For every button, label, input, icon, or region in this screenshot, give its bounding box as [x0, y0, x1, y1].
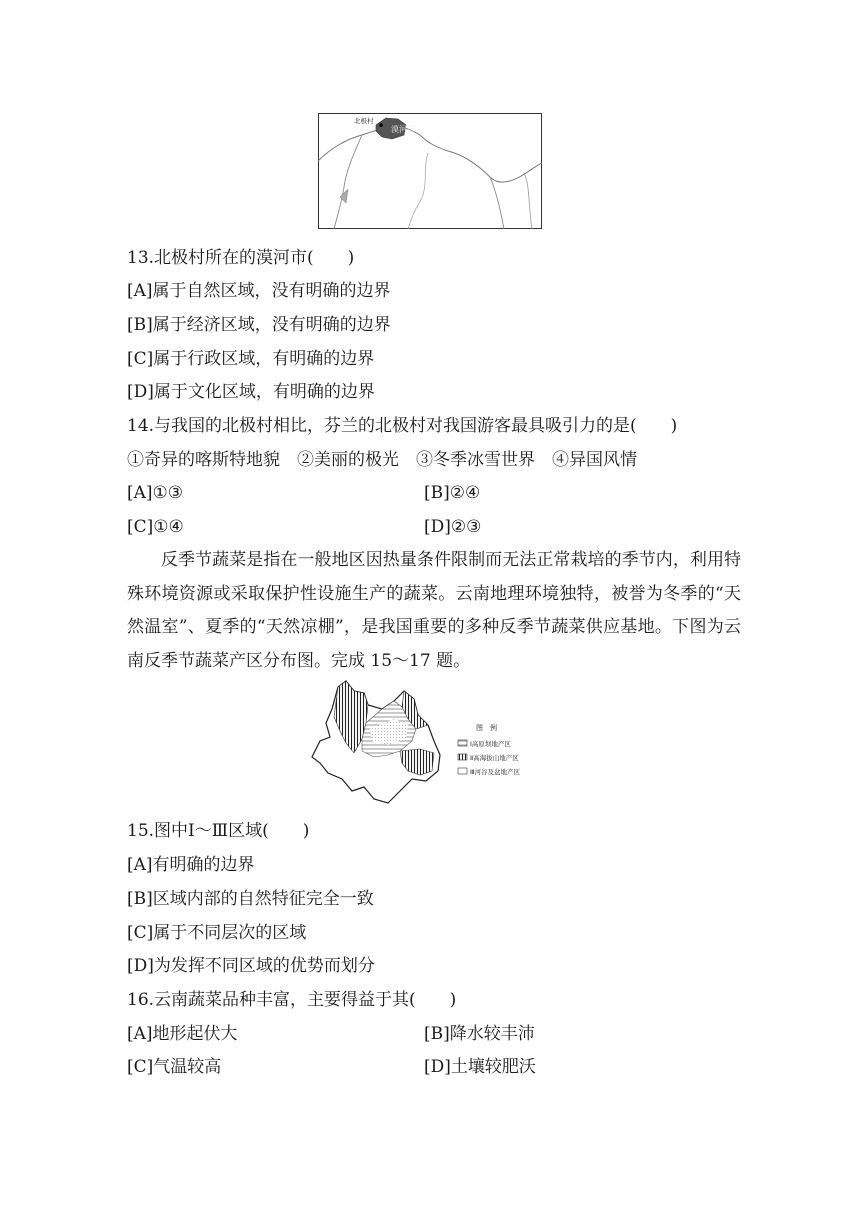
q13-stem: 13.北极村所在的漠河市( ) [127, 248, 355, 268]
legend-label-3: Ⅲ河谷及盆地产区 [470, 768, 520, 776]
yunnan-map [308, 679, 552, 809]
legend-title: 图 例 [476, 724, 497, 732]
q14-option-b[interactable]: [B]②④ [424, 483, 481, 503]
q14-option-c[interactable]: [C]①④ [127, 517, 184, 537]
q13-option-c[interactable]: [C]属于行政区域，有明确的边界 [127, 349, 375, 369]
q14-items: ①奇异的喀斯特地貌 ②美丽的极光 ③冬季冰雪世界 ④异国风情 [127, 450, 637, 470]
q15-option-a[interactable]: [A]有明确的边界 [127, 855, 255, 875]
label-beiji-village: 北极村 [354, 117, 374, 125]
legend-label-1: Ⅰ高原坝地产区 [470, 740, 511, 748]
q16-option-a[interactable]: [A]地形起伏大 [127, 1024, 238, 1044]
legend-swatch-3 [458, 768, 467, 774]
q14-option-d[interactable]: [D]②③ [424, 517, 482, 537]
q15-option-b[interactable]: [B]区域内部的自然特征完全一致 [127, 889, 374, 909]
q13-option-b[interactable]: [B]属于经济区域，没有明确的边界 [127, 315, 391, 335]
q16-stem: 16.云南蔬菜品种丰富，主要得益于其( ) [127, 990, 457, 1010]
q15-option-d[interactable]: [D]为发挥不同区域的优势而划分 [127, 956, 375, 976]
legend-swatch-2 [458, 754, 467, 760]
q16-option-c[interactable]: [C]气温较高 [127, 1057, 222, 1077]
q14-stem: 14.与我国的北极村相比，芬兰的北极村对我国游客最具吸引力的是( ) [127, 416, 678, 436]
q16-option-d[interactable]: [D]土壤较肥沃 [424, 1057, 536, 1077]
legend-label-2: Ⅱ高海拔山地产区 [470, 754, 519, 762]
q15-stem: 15.图中Ⅰ～Ⅲ区域( ) [127, 821, 310, 841]
q13-option-d[interactable]: [D]属于文化区域，有明确的边界 [127, 382, 375, 402]
q13-option-a[interactable]: [A]属于自然区域，没有明确的边界 [127, 281, 391, 301]
label-mohe-city: 漠河市 [391, 125, 415, 134]
legend-swatch-1 [458, 740, 467, 746]
q14-option-a[interactable]: [A]①③ [127, 483, 184, 503]
q15-option-c[interactable]: [C]属于不同层次的区域 [127, 923, 307, 943]
mohe-map [318, 113, 542, 229]
beiji-village-dot [379, 123, 383, 127]
passage-text: 反季节蔬菜是指在一般地区因热量条件限制而无法正常栽培的季节内，利用特殊环境资源或采取保护性设施生产的蔬菜。云南地理环境独特，被誉为冬季的“天然温室”、夏季的“天然凉棚”，是我国重要的多种反季节蔬菜供应基地。下图为云南反季节蔬菜产区分布图。完成 15～17 题。 [127, 550, 741, 671]
q16-option-b[interactable]: [B]降水较丰沛 [424, 1024, 535, 1044]
